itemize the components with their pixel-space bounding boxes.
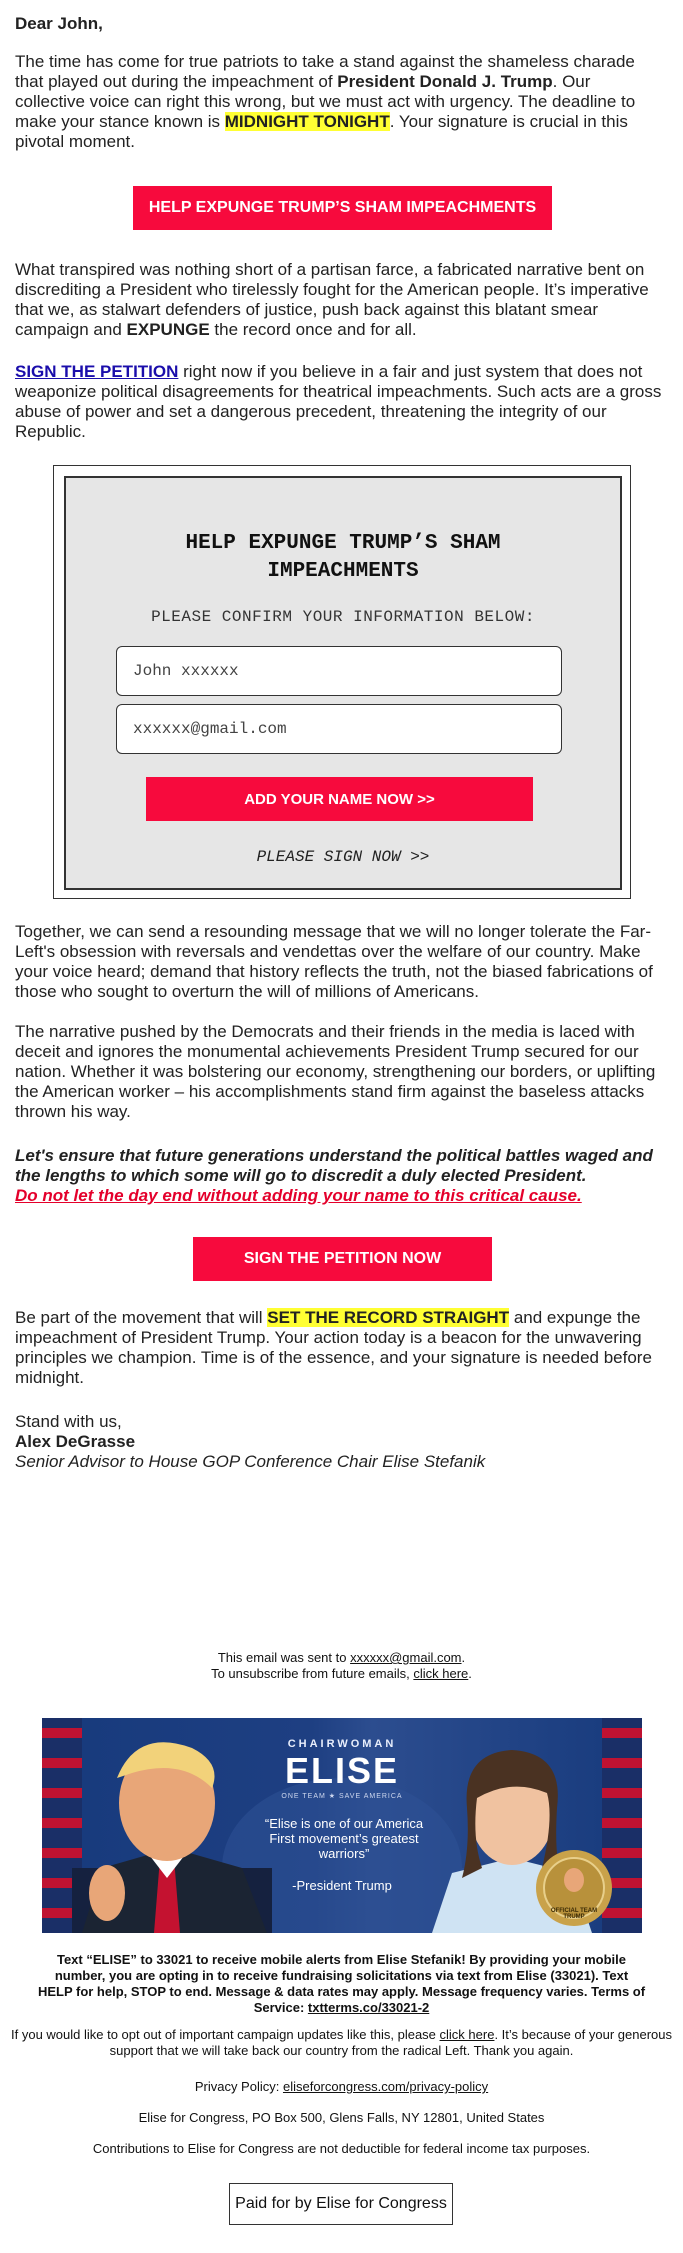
form-title: HELP EXPUNGE TRUMP’S SHAM IMPEACHMENTS bbox=[185, 532, 501, 583]
sign-now-link[interactable]: PLEASE SIGN NOW >> bbox=[256, 848, 430, 866]
form-subtitle: PLEASE CONFIRM YOUR INFORMATION BELOW: bbox=[151, 608, 535, 626]
privacy-policy-link[interactable]: eliseforcongress.com/privacy-policy bbox=[282, 2079, 489, 2094]
future-generations-paragraph: Let's ensure that future generations understand the political battles waged and the lengths to which some will go to discredit a duly elected President. Do not let the day end without adding your name to this critical cause. bbox=[15, 1146, 653, 1205]
signoff-stand: Stand with us, bbox=[15, 1412, 122, 1431]
farce-paragraph: What transpired was nothing short of a partisan farce, a fabricated narrative bent on discrediting a President who tirelessly fought for the American people. It’s imperative that we, as stalwart defenders of justice, push back against this blatant smear campaign and EXPUNGE the record once and for all. bbox=[15, 260, 649, 339]
narrative-paragraph: The narrative pushed by the Democrats and their friends in the media is laced with deceit and ignores the monumental achievements President Trump secured for our nation. Whether it was bolstering our economy, strengthening our borders, or uplifting the American worker – his accomplishments stand firm against the baseless attacks thrown his way. bbox=[15, 1022, 656, 1121]
signoff bbox=[15, 1412, 665, 1472]
name-field[interactable]: John xxxxxx bbox=[116, 646, 562, 696]
mailing-address: Elise for Congress, PO Box 500, Glens Falls, NY 12801, United States bbox=[138, 2110, 545, 2125]
record-straight-paragraph: Be part of the movement that will SET THE RECORD STRAIGHT and expunge the impeachment of President Trump. Your action today is a beacon for the unwavering principles we champion. Time is of the essence, and your signature is needed before midnight. bbox=[15, 1308, 652, 1387]
sign-petition-link[interactable]: SIGN THE PETITION bbox=[15, 362, 179, 381]
banner-seal-label: OFFICIAL TEAM TRUMP bbox=[550, 1908, 598, 1920]
record-highlight: SET THE RECORD STRAIGHT bbox=[267, 1308, 510, 1327]
together-paragraph: Together, we can send a resounding message that we will no longer tolerate the Far-Left's obsession with reversals and vendettas over the welfare of our country. Make your voice heard; demand that history reflects the truth, not the biased fabrications of those who sought to overturn the will of millions of Americans. bbox=[15, 922, 653, 1001]
opt-out-link[interactable]: click here bbox=[439, 2027, 495, 2042]
banner-attribution: -President Trump bbox=[292, 1878, 392, 1893]
unsubscribe-link[interactable]: click here bbox=[413, 1666, 469, 1681]
petition-form-frame bbox=[53, 465, 631, 899]
banner-quote: “Elise is one of our America First movement’s greatest warriors” bbox=[264, 1816, 424, 1861]
banner-chairwoman: CHAIRWOMAN bbox=[287, 1738, 397, 1750]
sms-terms: Text “ELISE” to 33021 to receive mobile alerts from Elise Stefanik! By providing your mobile number, you are opting in to receive fundraising solicitations via text from Elise (33021). Text HELP for help, STOP to end. Message & data rates may apply. Message frequency varies. Terms of Service: txtterms.co/33021-2 bbox=[37, 1952, 646, 2015]
petition-form bbox=[64, 476, 622, 890]
sign-petition-now-button[interactable]: SIGN THE PETITION NOW bbox=[193, 1237, 492, 1281]
sms-terms-link[interactable]: txtterms.co/33021-2 bbox=[307, 2000, 430, 2015]
email-field[interactable]: xxxxxx@gmail.com bbox=[116, 704, 562, 754]
intro-paragraph: The time has come for true patriots to take a stand against the shameless charade that played out during the impeachment of President Donald J. Trump. Our collective voice can right this wrong, but we must act with urgency. The deadline to make your stance known is MIDNIGHT TONIGHT. Your signature is crucial in this pivotal moment. bbox=[15, 52, 636, 151]
banner-elise: ELISE bbox=[284, 1750, 400, 1791]
petition-paragraph: SIGN THE PETITION right now if you believe in a fair and just system that does not weaponize political disagreements for theatrical impeachments. Such acts are a gross abuse of power and set a dangerous precedent, threatening the integrity of our Republic. bbox=[15, 362, 662, 441]
signoff-title: Senior Advisor to House GOP Conference Chair Elise Stefanik bbox=[15, 1452, 486, 1471]
critical-cause-link[interactable]: Do not let the day end without adding your name to this critical cause. bbox=[15, 1186, 582, 1205]
contributions-notice: Contributions to Elise for Congress are not deductible for federal income tax purposes. bbox=[92, 2141, 591, 2156]
signoff-name: Alex DeGrasse bbox=[15, 1432, 136, 1451]
privacy-policy: Privacy Policy: eliseforcongress.com/privacy-policy bbox=[194, 2079, 489, 2094]
sent-to-notice: This email was sent to xxxxxx@gmail.com. To unsubscribe from future emails, click here. bbox=[211, 1650, 472, 1681]
paid-for-box: Paid for by Elise for Congress bbox=[229, 2183, 453, 2225]
banner-tagline: ONE TEAM ★ SAVE AMERICA bbox=[281, 1793, 403, 1800]
deadline-highlight: MIDNIGHT TONIGHT bbox=[224, 112, 390, 131]
expunge-impeachments-button[interactable]: HELP EXPUNGE TRUMP’S SHAM IMPEACHMENTS bbox=[133, 186, 552, 230]
elise-banner bbox=[42, 1718, 642, 1933]
greeting: Dear John, bbox=[15, 14, 103, 33]
opt-out-notice: If you would like to opt out of important campaign updates like this, please click here. It’s because of your generous support that we will take back our country from the radical Left. Thank you again. bbox=[11, 2027, 672, 2058]
add-name-button[interactable]: ADD YOUR NAME NOW >> bbox=[146, 777, 533, 821]
recipient-email-link[interactable]: xxxxxx@gmail.com bbox=[350, 1650, 462, 1665]
